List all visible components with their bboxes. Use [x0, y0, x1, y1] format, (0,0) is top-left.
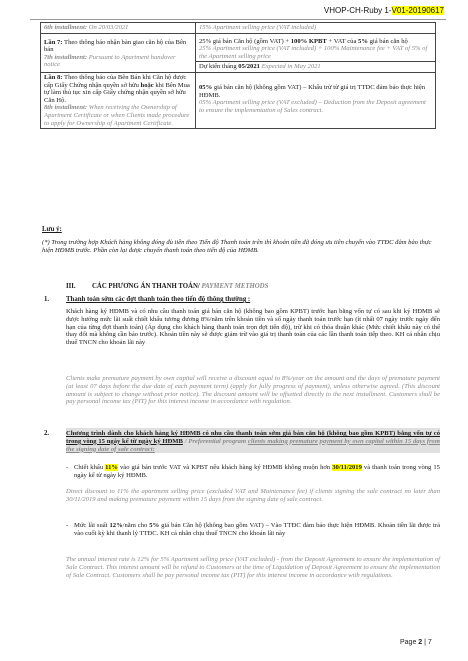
doc-code: VHOP-CH-Ruby 1- — [323, 6, 392, 15]
bullet-1-vi: Chiết khấu 11% vào giá bán trước VAT và KPBT nếu khách hàng ký HĐMB không muộn hơn 30/11/2019 và thanh toán trong vòng 15 ngày kể từ ngày ký HĐMB. — [74, 464, 440, 479]
table-cell: Lần 7: Theo thông báo nhận bàn giao căn hộ của Bên bán 7th installment: Pursuant to Apartment handover notice — [41, 33, 196, 72]
table-cell: Dự kiến tháng 05/2021 Expected in May 2021 — [196, 62, 436, 73]
table-cell: 6th installment: On 20/03/2021 — [41, 23, 196, 34]
section-number: III. — [66, 283, 76, 290]
payment-schedule-table — [40, 22, 436, 129]
header-divider — [30, 19, 446, 20]
item2-number: 2. — [44, 430, 50, 437]
bullet-icon: - — [66, 522, 69, 529]
table-cell: 25% giá bán Căn hộ (gồm VAT) + 100% KPBT + VAT của 5% giá bán căn hộ 25% Apartment selling price (VAT included) + 100% Maintenance fee + VAT of 5% of the Apartment selling price — [196, 33, 436, 62]
item1-body-en: Clients make premature payment by own capital will receive a discount equal to 8%/year on the amount and the days of premature payment (at least 07 days before the due date of each payment term) (apply for fully progress of payment), unless otherwise agreed. (This discount amount is subject to change without prior notice). The discount amount will be offsetted directly to the next installment. Customers shall be pay personal income tax (PIT) for this interest income in accordance with regulation. — [66, 375, 440, 406]
section-title: CÁC PHƯƠNG ÁN THANH TOÁN/ PAYMENT METHODS — [92, 283, 269, 290]
item1-body-vi: Khách hàng ký HĐMB và có nhu cầu thanh toán giá bán căn hộ (không bao gồm KPBT) trước hạn bằng vốn tự có sau khi ký HĐMB sẽ được hưởng mức lãi suất chiết khấu tương đương 8%/năm trên khoản tiền và số ngày thanh toán trước hạn (ít nhất 07 ngày trước ngày đến hạn của từng đợt thanh toán) (Áp dụng cho khách hàng thanh toán trọn đợt tiến độ), trừ khi có thỏa thuận khác (Mức chiết khấu này có thể thay đổi mà không cần báo trước). Khoản tiền này sẽ được giảm trừ vào giá trị thanh toán của các lần thanh toán tiếp theo. KH cá nhân chịu thuế TNCN cho khoản lãi này — [66, 308, 440, 347]
item1-number: 1. — [44, 296, 50, 303]
table-cell: Lần 8: Theo thông báo của Bên Bán khi Căn hộ được cấp Giấy Chứng nhận quyền sở hữu hoặc khi Bên Mua tự làm thủ tục xin cấp Giấy chứng nhận quyền sở hữu Căn Hộ. 8th installment: When receiving the Ownership of Apartment Certificate or when Clients made procedure to apply for Ownership of Apartment Certificate. — [41, 72, 196, 128]
note-body: (*) Trong trường hợp Khách hàng không đóng đủ tiền theo Tiến độ Thanh toán trên thì khoản tiền đã đóng ưu tiên chuyển vào TTĐC đảm bảo thực hiện HĐMB trước. Phần còn lại được chuyển thanh toán theo tiến độ của HĐMB. — [42, 239, 432, 254]
table-row — [41, 33, 436, 62]
bullet-icon: - — [66, 464, 69, 471]
bullet-2-en: The annual interest rate is 12% for 5% Apartment selling price (VAT excluded) - from the Deposit Agreement to ensure the implementation of Sale Contract. This interest amount will be refund to Customers at the time of Liquidation of Deposit Agreement to ensure the implementation of Sale Contract. Customers shall be pay personal income tax (PIT) for this interest income in accordance with regulations. — [66, 556, 440, 579]
item1-title: Thanh toán sớm các đợt thanh toán theo tiến độ thông thường : — [66, 296, 251, 303]
page-footer: Page 2 | 7 — [400, 639, 432, 646]
document-header — [324, 6, 444, 15]
table-row — [41, 72, 436, 128]
bullet-1-en: Direct discount to 11% the apartment selling price (excluded VAT and Maintenance fee) if clients signing the sale contract no later than 30/11/2019 and making premature payment within 15 days from the signing date of sale contract. — [66, 488, 440, 503]
item2-title: Chương trình dành cho khách hàng ký HĐMB có nhu cầu thanh toán sớm giá bán căn hộ (không bao gồm KPBT) bằng vốn tự có trong vòng 15 ngày kể từ ngày ký HĐMB / Preferential program clients making premature payment by own capital within 15 days from the signing date of sale contract: — [66, 430, 440, 453]
doc-version-highlight: V01-20190617 — [391, 6, 444, 15]
note-title: Lưu ý: — [42, 226, 62, 233]
table-row — [41, 23, 436, 34]
bullet-2-vi: Mức lãi suất 12%/năm cho 5% giá bán Căn hộ (không bao gồm VAT) – Vào TTĐC đảm bảo thực hiện HĐMB. Khoản tiền lãi được trả vào cuối kỳ khi thanh lý TTĐC. KH cá nhân chịu thuế TNCN cho khoản lãi này — [74, 522, 440, 537]
table-cell: 15% Apartment selling price (VAT included) — [196, 23, 436, 34]
table-cell: 05% giá bán căn hộ (không gồm VAT) – Khấu trừ từ giá trị TTDC đảm bảo thực hiện HĐMB. 05% Apartment selling price (VAT excluded) – Deduction from the Deposit agreement to ensure the implementation of Sales contract. — [196, 72, 436, 128]
